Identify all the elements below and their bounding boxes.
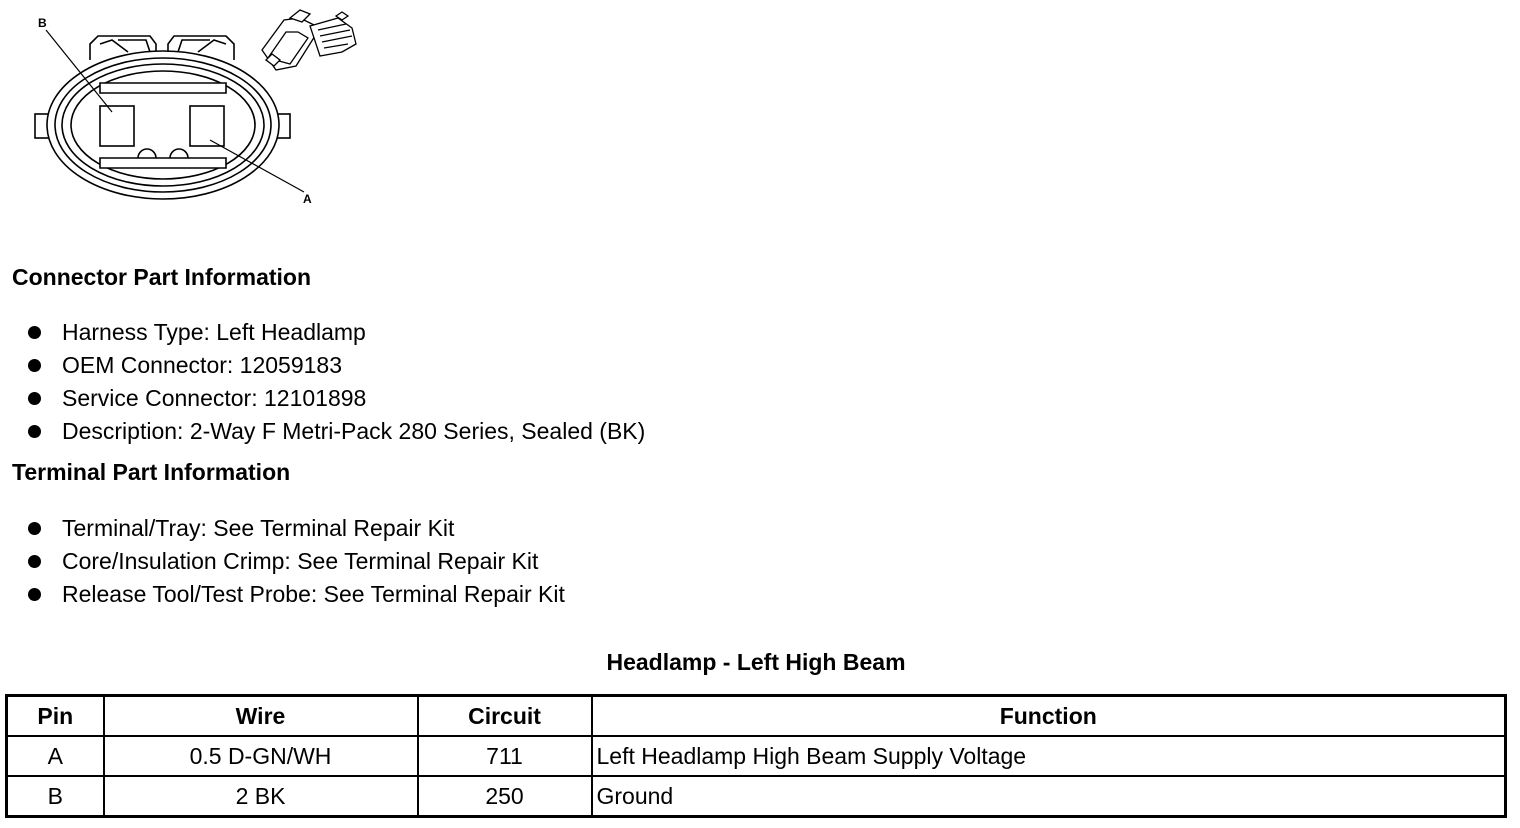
- list-item: [28, 578, 565, 611]
- bullet-icon: [28, 588, 41, 601]
- pin-label-a: A: [303, 192, 312, 206]
- list-item: [28, 349, 645, 382]
- connector-info-text: OEM Connector: 12059183: [62, 352, 343, 378]
- terminal-cavity-a: [190, 106, 224, 146]
- terminal-info-text: Terminal/Tray: See Terminal Repair Kit: [62, 515, 455, 541]
- connector-info-list: [28, 316, 645, 448]
- column-header-function: Function: [592, 696, 1506, 737]
- pin-table-title: Headlamp - Left High Beam: [606, 649, 906, 675]
- cell-circuit: 250: [418, 776, 592, 817]
- terminal-cavity-b: [100, 106, 134, 146]
- bullet-icon: [28, 522, 41, 535]
- connector-info-text: Harness Type: Left Headlamp: [62, 319, 366, 345]
- table-row: [7, 776, 1506, 817]
- cell-wire: 2 BK: [104, 776, 418, 817]
- cell-pin: A: [7, 736, 104, 776]
- pin-table: [5, 694, 1507, 818]
- cell-wire: 0.5 D-GN/WH: [104, 736, 418, 776]
- terminal-info-text: Core/Insulation Crimp: See Terminal Repair Kit: [62, 548, 539, 574]
- cell-function: Ground: [592, 776, 1506, 817]
- list-item: [28, 382, 645, 415]
- column-header-circuit: Circuit: [418, 696, 592, 737]
- list-item: [28, 415, 645, 448]
- bullet-icon: [28, 392, 41, 405]
- connector-body-outer: [47, 51, 279, 199]
- terminal-info-list: [28, 512, 565, 611]
- bullet-icon: [28, 425, 41, 438]
- bullet-icon: [28, 555, 41, 568]
- terminal-info-text: Release Tool/Test Probe: See Terminal Repair Kit: [62, 581, 565, 607]
- list-item: [28, 545, 565, 578]
- connector-diagram: [0, 0, 380, 215]
- cell-function: Left Headlamp High Beam Supply Voltage: [592, 736, 1506, 776]
- column-header-pin: Pin: [7, 696, 104, 737]
- table-header-row: [7, 696, 1506, 737]
- cell-circuit: 711: [418, 736, 592, 776]
- list-item: [28, 316, 645, 349]
- terminal-part-info-heading: Terminal Part Information: [12, 459, 291, 485]
- connector-part-info-heading: Connector Part Information: [12, 264, 312, 290]
- list-item: [28, 512, 565, 545]
- connector-info-text: Description: 2-Way F Metri-Pack 280 Series, Sealed (BK): [62, 418, 646, 444]
- bullet-icon: [28, 359, 41, 372]
- table-row: [7, 736, 1506, 776]
- pin-label-b: B: [38, 16, 47, 30]
- column-header-wire: Wire: [104, 696, 418, 737]
- cell-pin: B: [7, 776, 104, 817]
- connector-thumbnail: [262, 10, 356, 70]
- bullet-icon: [28, 326, 41, 339]
- connector-info-text: Service Connector: 12101898: [62, 385, 367, 411]
